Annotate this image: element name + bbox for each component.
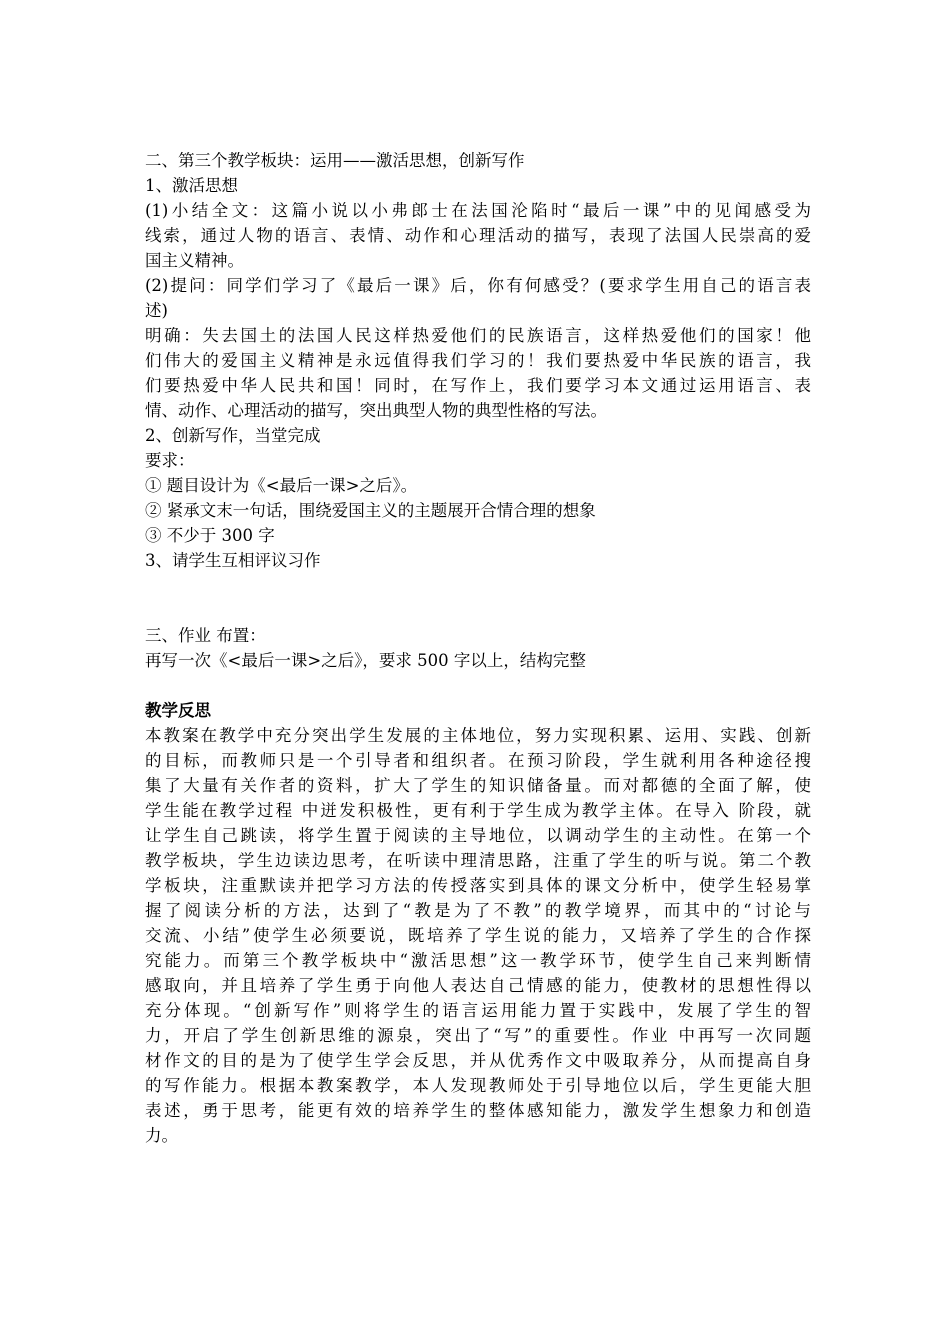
reflection-line: 究能力。而第三个教学板块中“激活思想”这一教学环节，使学生自己来判断情 — [145, 951, 811, 970]
document-body — [145, 148, 811, 1148]
reflection-line: 学板块，注重默读并把学习方法的传授落实到具体的课文分析中，使学生轻易掌 — [145, 876, 811, 895]
subsection-3-title: 3、请学生互相评议习作 — [145, 551, 321, 570]
reflection-line: 集了大量有关作者的资料，扩大了学生的知识储备量。而对都德的全面了解，使 — [145, 776, 811, 795]
requirement-item: ② 紧承文末一句话，围绕爱国主义的主题展开合情合理的想象 — [145, 501, 596, 520]
spacer — [145, 573, 811, 598]
summary-line: 线索，通过人物的语言、表情、动作和心理活动的描写，表现了法国人民崇高的爱 — [145, 226, 811, 245]
reflection-line: 力。 — [145, 1126, 178, 1145]
reflection-line: 力，开启了学生创新思维的源泉，突出了“写”的重要性。作业 中再写一次同题 — [145, 1026, 811, 1045]
reflection-title: 教学反思 — [145, 701, 211, 720]
reflection-line: 表述，勇于思考，能更有效的培养学生的整体感知能力，激发学生想象力和创造 — [145, 1101, 811, 1120]
section-3-title: 三、作业 布置： — [145, 626, 266, 645]
reflection-line: 材作文的目的是为了使学生学会反思，并从优秀作文中吸取养分，从而提高自身 — [145, 1051, 811, 1070]
section-2-title: 二、第三个教学板块：运用——激活思想，创新写作 — [145, 151, 525, 170]
spacer — [145, 673, 811, 698]
reflection-line: 的写作能力。根据本教案教学，本人发现教师处于引导地位以后，学生更能大胆 — [145, 1076, 811, 1095]
clarify-line: 们伟大的爱国主义精神是永远值得我们学习的！我们要热爱中华民族的语言，我 — [145, 351, 811, 370]
reflection-line: 交流、小结”使学生必须要说，既培养了学生说的能力，又培养了学生的合作探 — [145, 926, 811, 945]
reflection-line: 的目标，而教师只是一个引导者和组织者。在预习阶段，学生就利用各种途径搜 — [145, 751, 811, 770]
clarify-line: 情、动作、心理活动的描写，突出典型人物的典型性格的写法。 — [145, 401, 607, 420]
reflection-body — [145, 723, 811, 1148]
subsection-2-title: 2、创新写作，当堂完成 — [145, 426, 321, 445]
reflection-line: 学生能在教学过程 中迸发积极性，更有利于学生成为教学主体。在导入 阶段，就 — [145, 801, 811, 820]
reflection-line: 感取向，并且培养了学生勇于向他人表达自己情感的能力，使教材的思想性得以 — [145, 976, 811, 995]
clarify-line: 明确：失去国土的法国人民这样热爱他们的民族语言，这样热爱他们的国家！他 — [145, 326, 811, 345]
reflection-line: 教学板块，学生边读边思考，在听读中理清思路，注重了学生的听与说。第二个教 — [145, 851, 811, 870]
question-line: 述) — [145, 301, 168, 320]
reflection-line: 本教案在教学中充分突出学生发展的主体地位，努力实现积累、运用、实践、创新 — [145, 726, 811, 745]
summary-line: 国主义精神。 — [145, 251, 244, 270]
summary-line: (1)小结全文：这篇小说以小弗郎士在法国沦陷时“最后一课”中的见闻感受为 — [145, 201, 811, 220]
reflection-line: 握了阅读分析的方法，达到了“教是为了不教”的教学境界，而其中的“讨论与 — [145, 901, 811, 920]
homework-content: 再写一次《<最后一课>之后》，要求 500 字以上，结构完整 — [145, 651, 586, 670]
spacer — [145, 598, 811, 623]
requirement-item: ① 题目设计为《<最后一课>之后》。 — [145, 476, 418, 495]
reflection-line: 充分体现。“创新写作”则将学生的语言运用能力置于实践中，发展了学生的智 — [145, 1001, 811, 1020]
question-line: (2)提问：同学们学习了《最后一课》后，你有何感受？(要求学生用自己的语言表 — [145, 276, 811, 295]
clarify-line: 们要热爱中华人民共和国！同时，在写作上，我们要学习本文通过运用语言、表 — [145, 376, 811, 395]
subsection-1-title: 1、激活思想 — [145, 176, 238, 195]
requirements-label: 要求： — [145, 451, 195, 470]
requirement-item: ③ 不少于 300 字 — [145, 526, 275, 545]
reflection-line: 让学生自己跳读，将学生置于阅读的主导地位，以调动学生的主动性。在第一个 — [145, 826, 811, 845]
